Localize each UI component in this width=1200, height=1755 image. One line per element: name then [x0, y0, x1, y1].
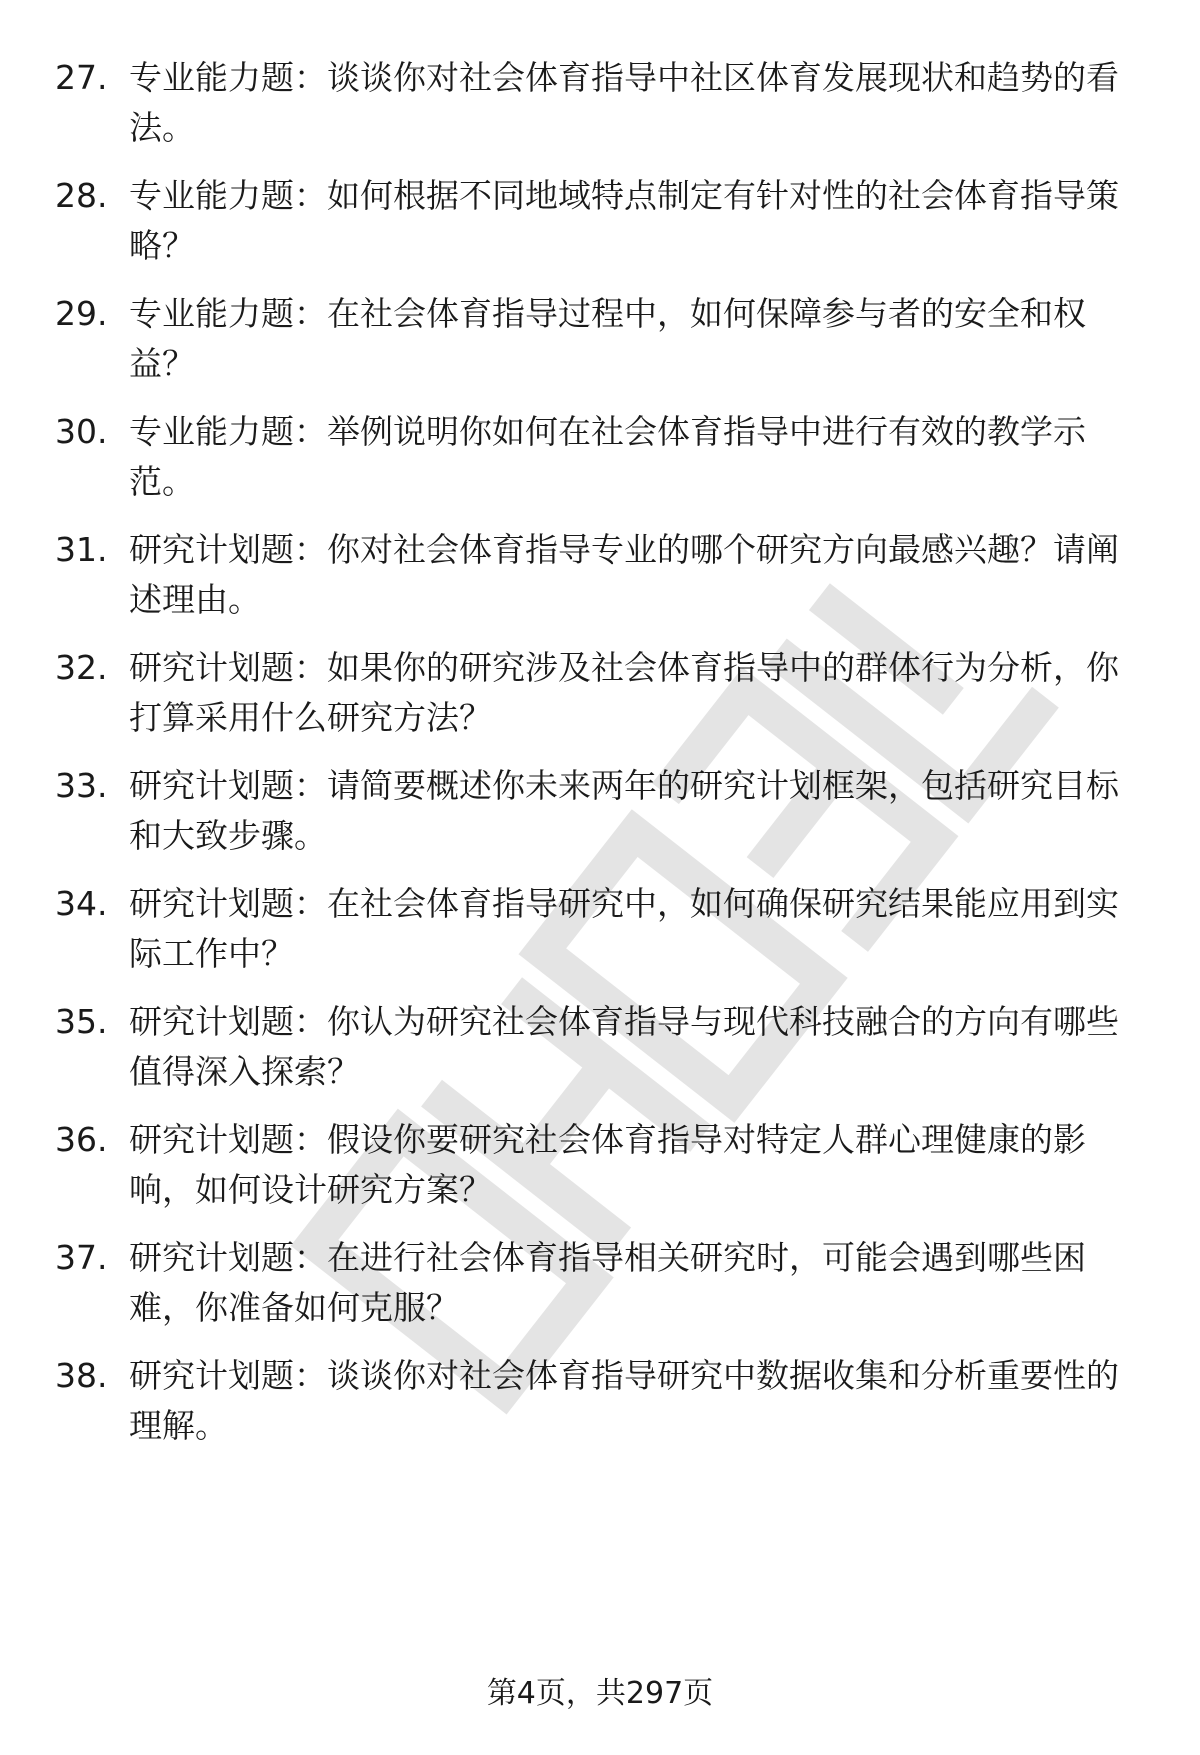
question-number: 34.: [55, 884, 108, 923]
question-text: 在社会体育指导研究中，如何确保研究结果能应用到实际工作中？: [129, 884, 1119, 973]
question-type: 专业能力题：: [129, 294, 327, 333]
list-item: [0, 1115, 1200, 1225]
question-type: 专业能力题：: [129, 412, 327, 451]
question-number: 29.: [55, 294, 108, 333]
question-text: 谈谈你对社会体育指导研究中数据收集和分析重要性的理解。: [129, 1356, 1119, 1445]
question-type: 专业能力题：: [129, 176, 327, 215]
question-type: 研究计划题：: [129, 766, 327, 805]
list-item: [0, 289, 1200, 399]
list-item: [0, 171, 1200, 281]
question-number: 33.: [55, 766, 108, 805]
question-text-block: [129, 289, 1144, 389]
question-text: 假设你要研究社会体育指导对特定人群心理健康的影响，如何设计研究方案？: [129, 1120, 1086, 1209]
question-type: 研究计划题：: [129, 1238, 327, 1277]
question-number: 27.: [55, 58, 108, 97]
question-text-block: [129, 171, 1144, 271]
question-text: 在进行社会体育指导相关研究时，可能会遇到哪些困难，你准备如何克服？: [129, 1238, 1086, 1327]
list-item: [0, 1351, 1200, 1461]
question-text: 举例说明你如何在社会体育指导中进行有效的教学示范。: [129, 412, 1086, 501]
question-type: 研究计划题：: [129, 1120, 327, 1159]
question-text-block: [129, 1115, 1144, 1215]
question-number: 30.: [55, 412, 108, 451]
question-text: 你对社会体育指导专业的哪个研究方向最感兴趣？请阐述理由。: [129, 530, 1119, 619]
question-text-block: [129, 407, 1144, 507]
question-text-block: [129, 997, 1144, 1097]
page-number-footer: 第4页，共297页: [486, 1676, 714, 1711]
question-text-block: [129, 53, 1144, 153]
question-number: 36.: [55, 1120, 108, 1159]
question-number: 37.: [55, 1238, 108, 1277]
question-type: 专业能力题：: [129, 58, 327, 97]
question-number: 31.: [55, 530, 108, 569]
question-text: 如何根据不同地域特点制定有针对性的社会体育指导策略？: [129, 176, 1119, 265]
question-text: 谈谈你对社会体育指导中社区体育发展现状和趋势的看法。: [129, 58, 1119, 147]
question-text-block: [129, 525, 1144, 625]
question-text: 你认为研究社会体育指导与现代科技融合的方向有哪些值得深入探索？: [129, 1002, 1119, 1091]
list-item: [0, 643, 1200, 753]
question-type: 研究计划题：: [129, 1002, 327, 1041]
list-item: [0, 1233, 1200, 1343]
list-item: [0, 525, 1200, 635]
question-type: 研究计划题：: [129, 884, 327, 923]
question-text: 如果你的研究涉及社会体育指导中的群体行为分析，你打算采用什么研究方法？: [129, 648, 1119, 737]
question-text-block: [129, 1351, 1144, 1451]
list-item: [0, 53, 1200, 163]
list-item: [0, 761, 1200, 871]
question-number: 28.: [55, 176, 108, 215]
list-item: [0, 407, 1200, 517]
list-item: [0, 997, 1200, 1107]
question-text-block: [129, 761, 1144, 861]
question-number: 38.: [55, 1356, 108, 1395]
question-text: 在社会体育指导过程中，如何保障参与者的安全和权益？: [129, 294, 1086, 383]
question-type: 研究计划题：: [129, 648, 327, 687]
question-number: 35.: [55, 1002, 108, 1041]
question-text-block: [129, 1233, 1144, 1333]
list-item: [0, 879, 1200, 989]
question-number: 32.: [55, 648, 108, 687]
question-text-block: [129, 879, 1144, 979]
question-text: 请简要概述你未来两年的研究计划框架，包括研究目标和大致步骤。: [129, 766, 1119, 855]
question-type: 研究计划题：: [129, 530, 327, 569]
question-text-block: [129, 643, 1144, 743]
question-type: 研究计划题：: [129, 1356, 327, 1395]
